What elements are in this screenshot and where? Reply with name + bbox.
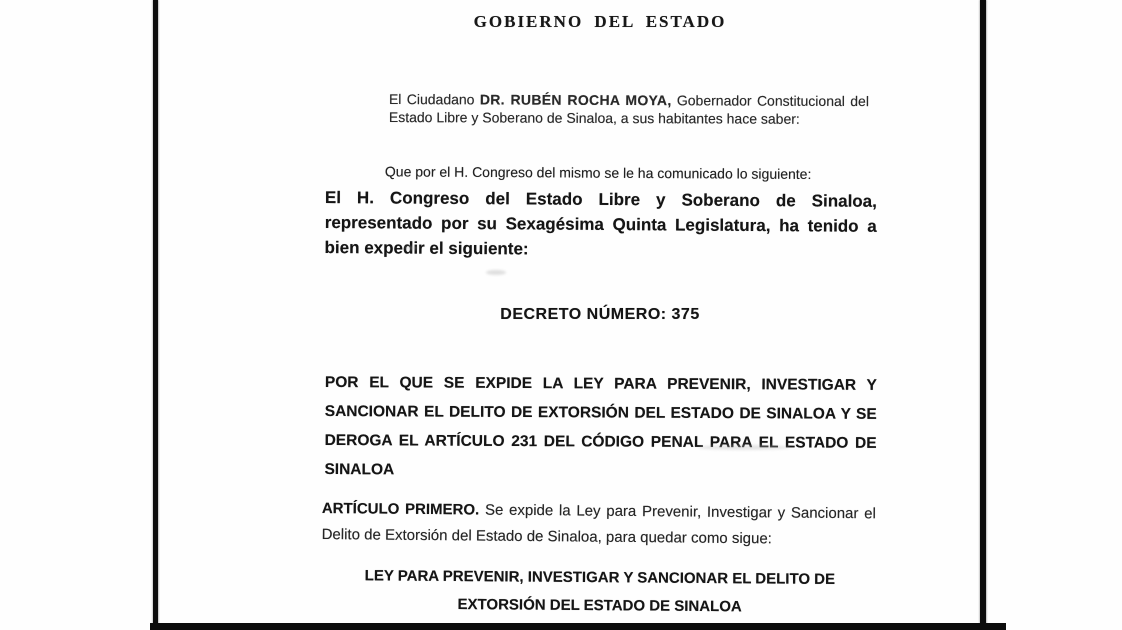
intro-paragraph bbox=[389, 90, 869, 128]
intro-suffix: Gobernador Constitucional del Estado Libre y Soberano de Sinaloa, a sus habitantes hace saber: bbox=[388, 92, 869, 127]
notice-line: Que por el H. Congreso del mismo se le ha comunicado lo siguiente: bbox=[384, 163, 812, 182]
page-scan-border-left bbox=[153, 0, 158, 630]
page-scan-border-bottom bbox=[150, 623, 1006, 630]
scan-artifact bbox=[486, 270, 506, 275]
congress-statement: El H. Congreso del Estado Libre y Soberano de Sinaloa, representado por su Sexagésima Quinta Legislatura, ha tenido a bien expedir el siguiente: bbox=[324, 187, 877, 259]
page-scan-border-right bbox=[980, 0, 986, 630]
decree-subject-paragraph: POR EL QUE SE EXPIDE LA LEY PARA PREVENIR, INVESTIGAR Y SANCIONAR EL DELITO DE EXTORSIÓN DEL ESTADO DE SINALOA Y SE DEROGA EL ARTÍCULO 231 DEL CÓDIGO PENAL PARA EL ESTADO DE SINALOA bbox=[324, 373, 877, 478]
governor-name: DR. RUBÉN ROCHA MOYA, bbox=[479, 91, 672, 109]
article-first-paragraph bbox=[322, 496, 876, 553]
article-first-label: ARTÍCULO PRIMERO. bbox=[321, 499, 480, 519]
law-title-heading: LEY PARA PREVENIR, INVESTIGAR Y SANCIONAR EL DELITO DE EXTORSIÓN DEL ESTADO DE SINALOA bbox=[364, 567, 836, 616]
scan-artifact bbox=[698, 445, 790, 450]
document-header: GOBIERNO DEL ESTADO bbox=[473, 12, 727, 31]
scan-artifact bbox=[404, 246, 418, 250]
article-first-body: Se expide la Ley para Prevenir, Investigar y Sancionar el Delito de Extorsión del Estado de Sinaloa, para quedar como sigue: bbox=[321, 501, 876, 548]
intro-prefix: El Ciudadano bbox=[388, 90, 480, 108]
decree-number-heading: DECRETO NÚMERO: 375 bbox=[500, 306, 700, 323]
